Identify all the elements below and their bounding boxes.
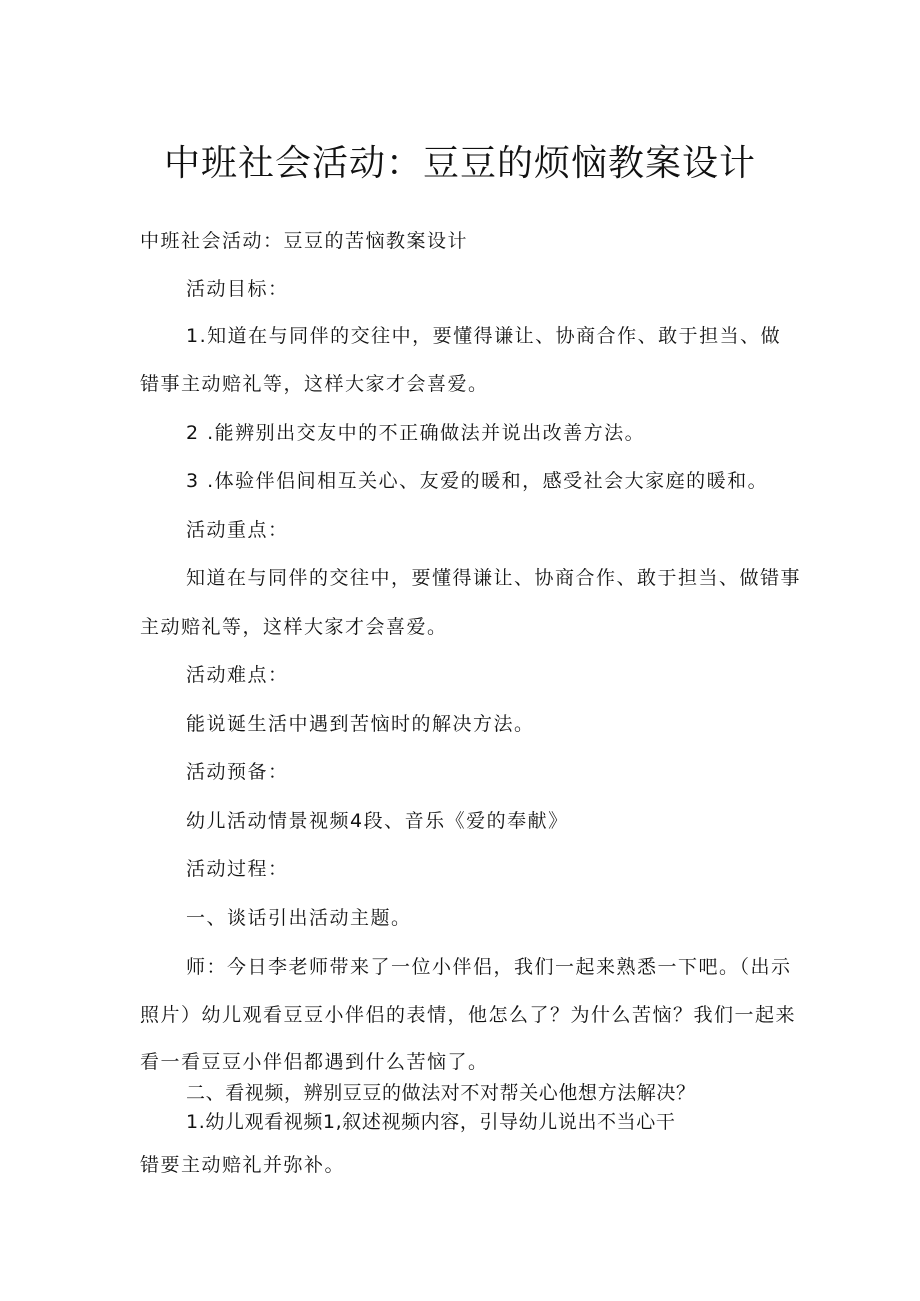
heading-preparation: 活动预备： xyxy=(186,761,289,783)
key-point-line-1: 知道在与同伴的交往中，要懂得谦让、协商合作、敢于担当、做错事 xyxy=(186,567,802,589)
page-title: 中班社会活动：豆豆的烦恼教案设计 xyxy=(163,143,756,184)
video-1-line-2: 错要主动赔礼并弥补。 xyxy=(140,1154,346,1176)
difficulty-text: 能说诞生活中遇到苦恼时的解决方法。 xyxy=(186,713,535,735)
preparation-text: 幼儿活动情景视频4段、音乐《爱的奉献》 xyxy=(186,810,569,832)
goal-3: 3 .体验伴侣间相互关心、友爱的暖和，感受社会大家庭的暖和。 xyxy=(186,470,769,492)
heading-process: 活动过程： xyxy=(186,858,289,880)
key-point-line-2: 主动赔礼等，这样大家才会喜爱。 xyxy=(140,616,448,638)
teacher-line-2: 照片）幼儿观看豆豆小伴侣的表情，他怎么了？为什么苦恼？我们一起来 xyxy=(140,1004,797,1026)
subtitle-line: 中班社会活动：豆豆的苦恼教案设计 xyxy=(140,230,469,252)
process-step-1: 一、谈话引出活动主题。 xyxy=(186,907,412,929)
heading-difficulty: 活动难点： xyxy=(186,664,289,686)
heading-goals: 活动目标： xyxy=(186,278,289,300)
goal-1-line-1: 1.知道在与同伴的交往中，要懂得谦让、协商合作、敢于担当、做 xyxy=(186,325,782,347)
teacher-line-3: 看一看豆豆小伴侣都遇到什么苦恼了。 xyxy=(140,1051,489,1073)
process-step-2: 二、看视频，辨别豆豆的做法对不对帮关心他想方法解决？ xyxy=(186,1082,696,1104)
heading-key-points: 活动重点： xyxy=(186,519,289,541)
teacher-line-1: 师：今日李老师带来了一位小伴侣，我们一起来熟悉一下吧。（出示 xyxy=(186,956,792,978)
goal-2: 2 .能辨别出交友中的不正确做法并说出改善方法。 xyxy=(186,422,646,444)
video-1-line-1: 1.幼儿观看视频1,叙述视频内容，引导幼儿说出不当心干 xyxy=(186,1111,676,1133)
goal-1-line-2: 错事主动赔礼等，这样大家才会喜爱。 xyxy=(140,373,489,395)
